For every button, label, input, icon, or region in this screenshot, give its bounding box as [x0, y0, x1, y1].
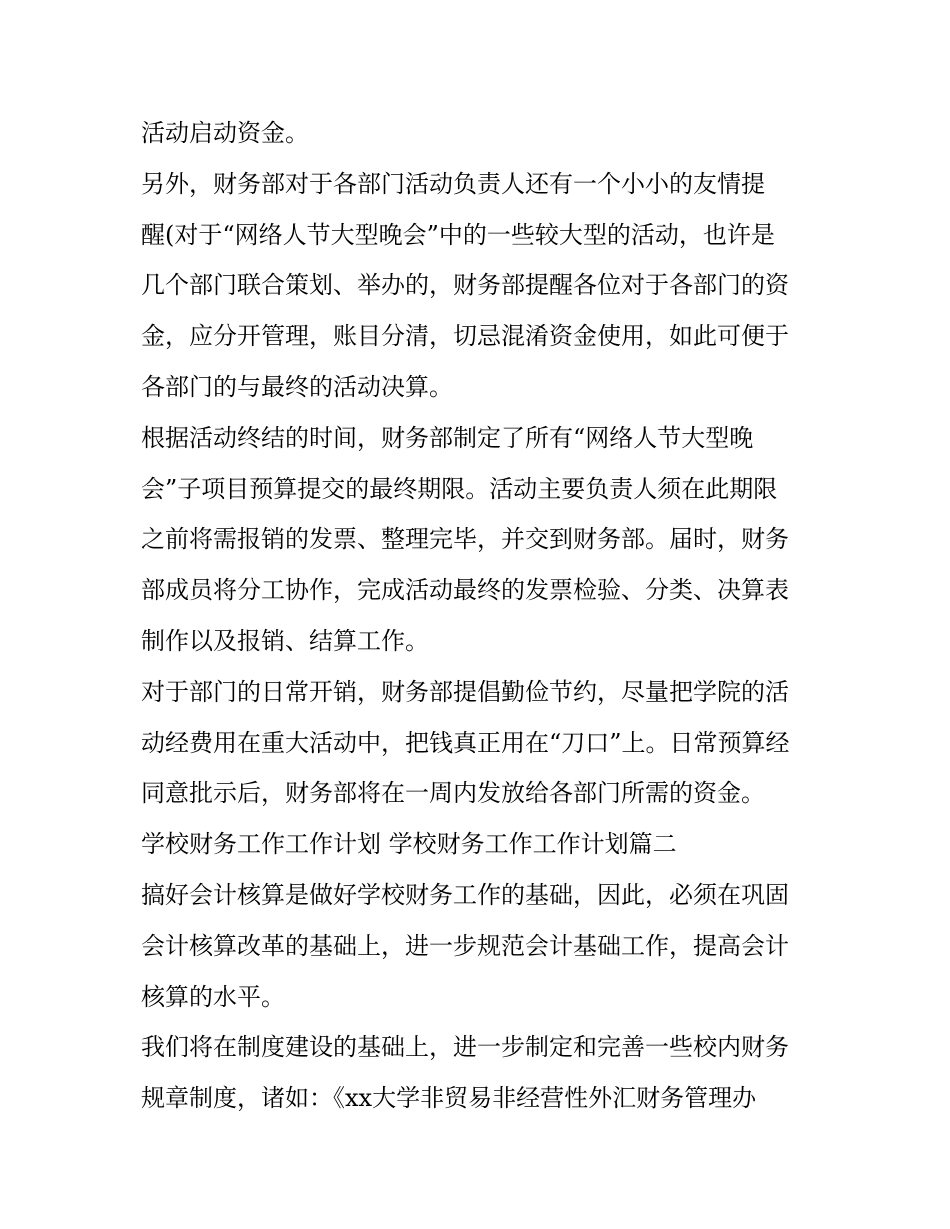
text-line: 活动启动资金。	[141, 119, 309, 147]
text-line: 规章制度，诸如：《xx大学非贸易非经营性外汇财务管理办	[141, 1084, 757, 1113]
text-line: 我们将在制度建设的基础上，进一步制定和完善一些校内财务	[141, 1033, 789, 1062]
text-line: 几个部门联合策划、举办的，财务部提醒各位对于各部门的资	[141, 271, 789, 300]
text-line: 另外，财务部对于各部门活动负责人还有一个小小的友情提	[141, 169, 765, 198]
text-line: 醒(对于“网络人节大型晚会”中的一些较大型的活动，也许是	[141, 220, 775, 249]
document-page	[141, 108, 821, 1124]
text-line: 搞好会计核算是做好学校财务工作的基础，因此，必须在巩固	[141, 880, 789, 909]
text-line: 核算的水平。	[141, 982, 285, 1011]
text-line: 动经费用在重大活动中，把钱真正用在“刀口”上。日常预算经	[141, 728, 790, 757]
section-heading: 学校财务工作工作计划 学校财务工作工作计划篇二	[141, 830, 677, 859]
text-line: 会”子项目预算提交的最终期限。活动主要负责人须在此期限	[141, 474, 778, 503]
text-line: 会计核算改革的基础上，进一步规范会计基础工作，提高会计	[141, 931, 789, 960]
text-line: 部成员将分工协作，完成活动最终的发票检验、分类、决算表	[141, 576, 789, 605]
text-line: 各部门的与最终的活动决算。	[141, 372, 453, 401]
text-line: 金，应分开管理，账目分清，切忌混淆资金使用，如此可便于	[141, 322, 789, 351]
text-line: 之前将需报销的发票、整理完毕，并交到财务部。届时，财务	[141, 525, 789, 554]
text-line: 制作以及报销、结算工作。	[141, 626, 429, 655]
text-line: 根据活动终结的时间，财务部制定了所有“网络人节大型晚	[141, 423, 754, 452]
text-line: 同意批示后，财务部将在一周内发放给各部门所需的资金。	[141, 779, 765, 808]
text-line: 对于部门的日常开销，财务部提倡勤俭节约，尽量把学院的活	[141, 677, 789, 706]
